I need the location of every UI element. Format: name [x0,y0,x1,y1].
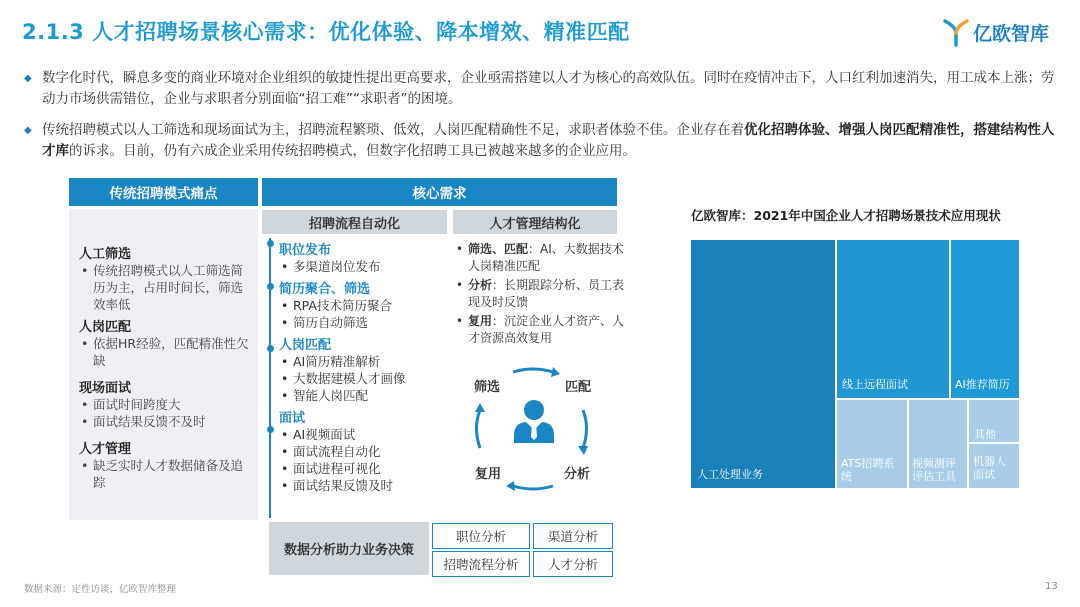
chip-job-analysis: 职位分析 [432,523,530,549]
treemap-cell-video-assessment: 视频测评评估工具 [909,400,967,488]
section-head-interview: 面试 [279,411,306,426]
treemap [691,240,1019,488]
talent-structure-header: 人才管理结构化 [453,210,617,234]
section-head-resume: 简历聚合、筛选 [279,282,371,297]
pain-head-matching: 人岗匹配 [79,320,132,335]
treemap-cell-other: 其他 [969,400,1019,442]
chip-process-analysis: 招聘流程分析 [432,551,530,577]
section-item: • RPA技术简历聚合 [279,297,449,314]
cycle-label-reuse: 复用 [475,467,502,482]
bullet-text-1: 数字化时代，瞬息多变的商业环境对企业组织的敏捷性提出更高要求，企业亟需搭建以人才为核心的高效队伍。同时在疫情冲击下，人口红利加速消失，用工成本上涨；劳动力市场供需错位，企业与求职者分别面临“招工难”“求职者”的困境。 [42,70,1055,107]
logo-text: 亿欧智库 [973,22,1050,45]
process-sections [279,239,449,494]
timeline-dot [267,283,274,290]
cycle-label-match: 匹配 [565,380,592,395]
data-source: 数据来源：定性访谈，亿欧智库整理 [24,584,177,595]
section-item: • AI视频面试 [279,426,449,443]
process-timeline [269,238,271,518]
bullet-text-2-bold: 优化招聘体验、增强人岗匹配精准性，搭建结构性人才库 [42,122,1055,159]
section-item: • 大数据建模人才画像 [279,370,449,387]
treemap-title: 亿欧智库：2021年中国企业人才招聘场景技术应用现状 [691,208,1001,223]
treemap-cell-ai-resume: AI推荐简历 [951,240,1019,398]
treemap-cell-remote-interview: 线上远程面试 [837,240,949,398]
data-analysis-label: 数据分析助力业务决策 [269,522,429,575]
page-title: 2.1.3 人才招聘场景核心需求：优化体验、降本增效、精准匹配 [22,20,630,44]
bullet-text-2-a: 传统招聘模式以人工筛选和现场面试为主，招聘流程繁琐、低效，人岗匹配精确性不足，求职者体验不佳。企业存在着 [42,122,744,138]
section-item: • 智能人岗匹配 [279,387,449,404]
treemap-cell-manual: 人工处理业务 [691,240,835,488]
pain-item: • 缺乏实时人才数据储备及追踪 [79,457,255,491]
talent-items [455,241,625,347]
timeline-dot [267,345,274,352]
core-needs-header: 核心需求 [262,178,617,206]
logo-mark-icon [943,17,969,47]
section-item: • 简历自动筛选 [279,314,449,331]
pain-item: • 依据HR经验，匹配精准性欠缺 [79,335,255,369]
section-head-matching: 人岗匹配 [279,338,332,353]
pain-head-screening: 人工筛选 [79,247,132,262]
cycle-label-analyze: 分析 [564,467,591,482]
pain-head-talent: 人才管理 [79,442,132,457]
cycle-label-screen: 筛选 [474,380,501,395]
pain-head-interview: 现场面试 [79,381,132,396]
pain-points-header: 传统招聘模式痛点 [69,178,258,206]
page-number: 13 [1045,581,1058,592]
pain-item: • 面试结果反馈不及时 [79,413,255,430]
pain-item: • 面试时间跨度大 [79,396,255,413]
bullet-text-2-b: 的诉求。目前，仍有六成企业采用传统招聘模式，但数字化招聘工具已被越来越多的企业应用。 [69,143,636,159]
talent-item: • 分析：长期跟踪分析、员工表现及时反馈 [455,277,628,311]
bullet-text-2 [24,120,1059,162]
section-head-job-posting: 职位发布 [279,243,332,258]
chip-channel-analysis: 渠道分析 [533,523,613,549]
section-item: • 面试进程可视化 [279,460,449,477]
chip-talent-analysis: 人才分析 [533,551,613,577]
person-icon [510,397,558,445]
timeline-dot [267,240,274,247]
bullet-paragraph-1 [24,68,1059,110]
diamond-bullet-icon: ◆ [24,125,32,136]
pain-item: • 传统招聘模式以人工筛选简历为主，占用时间长，筛选效率低 [79,262,255,313]
brand-logo [943,14,1063,50]
talent-item: • 复用：沉淀企业人才资产、人才资源高效复用 [455,313,628,347]
section-item: • 面试结果反馈及时 [279,477,449,494]
pain-points-list [69,243,258,491]
talent-item: • 筛选、匹配：AI、大数据技术人岗精准匹配 [455,241,628,275]
section-item: • 多渠道岗位发布 [279,258,449,275]
bullet-paragraph-2 [24,120,1059,162]
timeline-dot [267,426,274,433]
section-item: • AI简历精准解析 [279,353,449,370]
diamond-bullet-icon: ◆ [24,73,32,84]
treemap-cell-ats: ATS招聘系统 [837,400,907,488]
section-item: • 面试流程自动化 [279,443,449,460]
treemap-cell-robot-interview: 机器人面试 [969,444,1019,488]
process-automation-header: 招聘流程自动化 [262,210,447,234]
